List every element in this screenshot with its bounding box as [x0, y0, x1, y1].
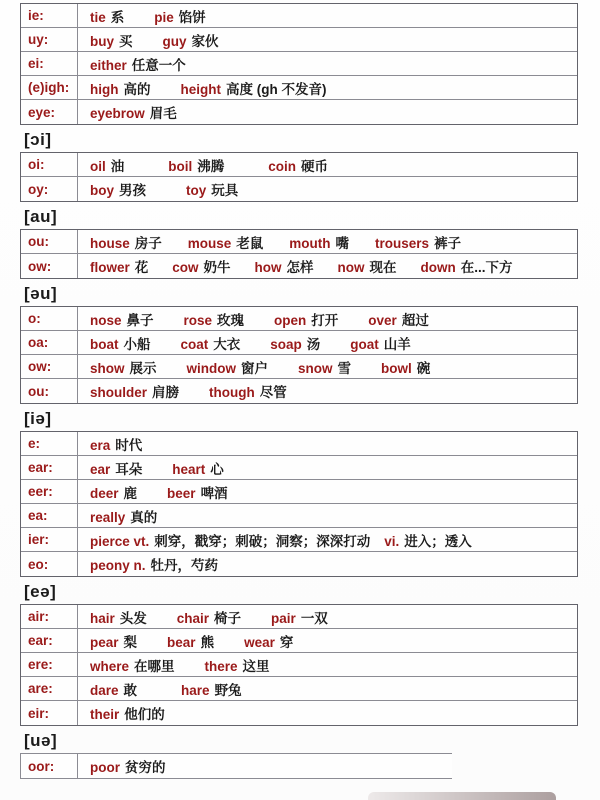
table-row	[21, 379, 577, 403]
phoneme-table-1	[20, 152, 578, 202]
table-row	[21, 754, 452, 778]
english-word: boil	[168, 158, 193, 174]
table-row	[21, 528, 577, 552]
table-row	[21, 254, 577, 278]
pattern-label: ei:	[21, 52, 78, 75]
table-row	[21, 653, 577, 677]
chinese-translation: 雪	[337, 360, 352, 376]
pattern-label: eer:	[21, 480, 78, 503]
table-row	[21, 552, 577, 576]
chinese-translation: 大衣	[213, 336, 241, 352]
examples-cell	[78, 4, 577, 27]
pattern-label: oa:	[21, 331, 78, 354]
pattern-label: ou:	[21, 379, 78, 403]
pattern-label: (e)igh:	[21, 76, 78, 99]
word-pair	[90, 607, 147, 627]
table-row	[21, 456, 577, 480]
chinese-translation: 高度 (gh 不发音)	[226, 81, 327, 97]
word-pair	[188, 232, 264, 252]
word-pair	[90, 506, 157, 526]
english-word: oil	[90, 158, 106, 174]
english-word: boy	[90, 183, 115, 198]
word-pair	[244, 631, 293, 651]
word-pair	[421, 256, 513, 276]
word-pair	[90, 256, 148, 276]
word-pair	[338, 256, 397, 276]
word-pair	[274, 309, 338, 329]
pattern-label: oi:	[21, 153, 78, 176]
english-word: over	[368, 312, 397, 328]
chinese-translation: 刺穿，戳穿；刺破；洞察；深深打动	[154, 533, 371, 549]
chinese-translation: 硬币	[301, 158, 329, 174]
english-word: nose	[90, 312, 122, 328]
examples-cell	[78, 629, 577, 652]
section-heading-2: [au]	[24, 207, 58, 226]
table-row	[21, 677, 577, 701]
english-word: wear	[244, 634, 275, 650]
pattern-label: ere:	[21, 653, 78, 676]
chinese-translation: 头发	[119, 610, 147, 626]
chinese-translation: 打开	[311, 312, 339, 328]
word-pair	[209, 381, 287, 401]
word-pair	[368, 309, 429, 329]
word-pair	[187, 357, 269, 377]
table-row	[21, 432, 577, 456]
word-pair	[181, 333, 241, 353]
chinese-translation: 嘴	[335, 235, 350, 251]
chinese-translation: 肩膀	[152, 385, 180, 400]
table-row	[21, 629, 577, 653]
english-word: buy	[90, 33, 115, 49]
chinese-translation: 小船	[123, 336, 151, 352]
english-word: tie	[90, 9, 106, 25]
word-pair	[163, 30, 219, 50]
chinese-translation: 尽管	[259, 385, 287, 400]
english-word: poor	[90, 760, 120, 775]
english-word: shoulder	[90, 385, 148, 400]
english-word: window	[186, 360, 237, 376]
word-pair	[90, 703, 165, 723]
chinese-translation: 花	[134, 260, 149, 275]
english-word: eyebrow	[90, 106, 145, 121]
english-word: guy	[162, 33, 187, 49]
chinese-translation: 系	[110, 9, 125, 25]
word-pair	[154, 6, 206, 26]
examples-cell	[78, 677, 577, 700]
chinese-translation: 这里	[242, 658, 270, 674]
phoneme-table-3	[20, 306, 578, 404]
word-pair	[90, 655, 175, 675]
english-word: beer	[167, 485, 196, 501]
word-pair	[271, 607, 328, 627]
word-pair	[90, 679, 137, 699]
examples-cell	[78, 379, 577, 403]
english-word: hair	[90, 610, 115, 626]
examples-cell	[78, 307, 577, 330]
english-word: there	[204, 658, 238, 674]
word-pair	[205, 655, 270, 675]
english-word: toy	[186, 183, 207, 198]
word-pair	[168, 155, 224, 175]
pattern-label: e:	[21, 432, 78, 455]
chinese-translation: 山羊	[383, 336, 411, 352]
english-word: though	[209, 385, 255, 400]
chinese-translation: 高的	[123, 81, 151, 97]
chinese-translation: 眉毛	[149, 106, 177, 121]
chinese-translation: 超过	[401, 312, 429, 328]
english-word: down	[420, 260, 456, 275]
word-pair	[90, 232, 162, 252]
word-pair	[90, 530, 370, 550]
english-word: really	[90, 509, 126, 525]
word-pair	[350, 333, 411, 353]
pattern-label: ie:	[21, 4, 78, 27]
english-word: coat	[180, 336, 209, 352]
word-pair	[181, 78, 327, 98]
chinese-translation: 展示	[129, 360, 157, 376]
word-pair	[172, 458, 224, 478]
chinese-translation: 鹿	[123, 485, 138, 501]
chinese-translation: 啤酒	[200, 485, 228, 501]
word-pair	[90, 434, 142, 454]
english-word: dare	[90, 682, 119, 698]
chinese-translation: 真的	[130, 509, 158, 525]
chinese-translation: 老鼠	[236, 235, 264, 251]
examples-cell	[78, 552, 577, 576]
english-word: house	[90, 235, 130, 251]
examples-cell	[78, 230, 577, 253]
examples-cell	[78, 177, 577, 201]
english-word: pie	[154, 9, 174, 25]
pattern-label: air:	[21, 605, 78, 628]
english-word: bear	[167, 634, 196, 650]
english-word: vi.	[384, 533, 400, 549]
english-word: pear	[90, 634, 119, 650]
chinese-translation: 馅饼	[178, 9, 206, 25]
word-pair	[181, 679, 242, 699]
table-row	[21, 307, 577, 331]
chinese-translation: 梨	[123, 634, 138, 650]
english-word: height	[180, 81, 221, 97]
pattern-label: are:	[21, 677, 78, 700]
section-heading-6: [uə]	[24, 731, 58, 750]
word-pair	[184, 309, 245, 329]
word-pair	[177, 607, 241, 627]
word-pair	[255, 256, 314, 276]
english-word: goat	[350, 336, 379, 352]
examples-cell	[78, 456, 577, 479]
english-word: boat	[90, 336, 119, 352]
english-word: cow	[172, 260, 199, 275]
word-pair	[381, 357, 430, 377]
chinese-translation: 牡丹，芍药	[150, 558, 219, 573]
phoneme-table-4	[20, 431, 578, 577]
section-heading-3: [əu]	[24, 284, 58, 303]
word-pair	[167, 631, 214, 651]
english-word: where	[90, 658, 130, 674]
word-pair	[167, 482, 228, 502]
english-word: ear	[90, 461, 111, 477]
examples-cell	[78, 528, 577, 551]
examples-cell	[78, 28, 577, 51]
english-word: pierce vt.	[90, 533, 150, 549]
pattern-label: eye:	[21, 100, 78, 124]
chinese-translation: 穿	[279, 634, 294, 650]
examples-cell	[78, 100, 577, 124]
word-pair	[90, 179, 146, 199]
english-word: mouth	[289, 235, 331, 251]
table-row	[21, 4, 577, 28]
word-pair	[90, 554, 218, 574]
english-word: snow	[298, 360, 333, 376]
chinese-translation: 一双	[300, 610, 328, 626]
word-pair	[90, 756, 166, 776]
chinese-translation: 敢	[123, 682, 138, 698]
word-pair	[90, 458, 142, 478]
english-word: show	[90, 360, 125, 376]
word-pair	[90, 102, 177, 122]
table-row	[21, 701, 577, 725]
english-word: coin	[268, 158, 297, 174]
chinese-translation: 鼻子	[126, 312, 154, 328]
chinese-translation: 时代	[115, 437, 143, 453]
bottom-right-smudge	[368, 792, 556, 800]
chinese-translation: 奶牛	[203, 260, 231, 275]
english-word: high	[90, 81, 119, 97]
word-pair	[90, 631, 137, 651]
english-word: era	[90, 437, 111, 453]
phoneme-table-2	[20, 229, 578, 279]
word-pair	[298, 357, 351, 377]
word-pair	[90, 309, 154, 329]
pattern-label: ou:	[21, 230, 78, 253]
chinese-translation: 椅子	[214, 610, 242, 626]
chinese-translation: 耳朵	[115, 461, 143, 477]
word-pair	[90, 333, 151, 353]
pattern-label: oor:	[21, 754, 78, 778]
examples-cell	[78, 355, 577, 378]
pattern-label: ow:	[21, 254, 78, 278]
chinese-translation: 汤	[306, 336, 321, 352]
examples-cell	[78, 331, 577, 354]
word-pair	[186, 179, 238, 199]
chinese-translation: 买	[119, 33, 133, 49]
english-word: pair	[271, 610, 296, 626]
chinese-translation: 熊	[200, 634, 215, 650]
english-word: how	[254, 260, 282, 275]
word-pair	[90, 381, 179, 401]
english-word: deer	[90, 485, 119, 501]
chinese-translation: 现在	[369, 260, 397, 275]
word-pair	[384, 530, 472, 550]
phoneme-table-5	[20, 604, 578, 726]
table-row	[21, 100, 577, 124]
table-row	[21, 504, 577, 528]
examples-cell	[78, 701, 577, 725]
chinese-translation: 在哪里	[134, 658, 175, 674]
table-row	[21, 52, 577, 76]
english-word: now	[337, 260, 365, 275]
table-row	[21, 355, 577, 379]
english-word: trousers	[375, 235, 430, 251]
word-pair	[90, 54, 186, 74]
section-heading-1: [ɔi]	[24, 130, 52, 149]
table-row	[21, 177, 577, 201]
chinese-translation: 窗户	[241, 360, 269, 376]
english-word: flower	[90, 260, 130, 275]
phoneme-table-0	[20, 3, 578, 125]
pattern-label: ea:	[21, 504, 78, 527]
chinese-translation: 野兔	[214, 682, 242, 698]
chinese-translation: 油	[110, 158, 125, 174]
table-row	[21, 331, 577, 355]
word-pair	[90, 30, 133, 50]
word-pair	[270, 333, 320, 353]
word-pair	[375, 232, 461, 252]
examples-cell	[78, 254, 577, 278]
table-row	[21, 480, 577, 504]
pattern-label: eir:	[21, 701, 78, 725]
english-word: open	[274, 312, 307, 328]
word-pair	[90, 357, 157, 377]
examples-cell	[78, 52, 577, 75]
chinese-translation: 沸腾	[197, 158, 225, 174]
table-row	[21, 28, 577, 52]
word-pair	[90, 78, 151, 98]
chinese-translation: 怎样	[286, 260, 314, 275]
chinese-translation: 贫穷的	[125, 760, 166, 775]
english-word: soap	[270, 336, 302, 352]
english-word: chair	[176, 610, 210, 626]
pattern-label: eo:	[21, 552, 78, 576]
examples-cell	[78, 504, 577, 527]
examples-cell	[78, 432, 577, 455]
chinese-translation: 他们的	[124, 707, 165, 722]
pattern-label: ier:	[21, 528, 78, 551]
english-word: heart	[172, 461, 206, 477]
table-row	[21, 230, 577, 254]
chinese-translation: 玩具	[211, 183, 239, 198]
word-pair	[289, 232, 349, 252]
chinese-translation: 在...下方	[460, 260, 513, 275]
pattern-label: ear:	[21, 629, 78, 652]
word-pair	[268, 155, 328, 175]
word-pair	[90, 155, 124, 175]
pattern-label: oy:	[21, 177, 78, 201]
examples-cell	[78, 605, 577, 628]
english-word: rose	[183, 312, 213, 328]
chinese-translation: 男孩	[119, 183, 147, 198]
phoneme-table-6	[20, 753, 452, 779]
section-heading-5: [eə]	[24, 582, 57, 601]
chinese-translation: 进入；透入	[404, 533, 472, 549]
chinese-translation: 碗	[416, 360, 431, 376]
english-word: peony n.	[90, 558, 146, 573]
examples-cell	[78, 754, 452, 778]
pattern-label: uy:	[21, 28, 78, 51]
examples-cell	[78, 480, 577, 503]
pattern-label: o:	[21, 307, 78, 330]
table-row	[21, 605, 577, 629]
word-pair	[172, 256, 230, 276]
pattern-label: ear:	[21, 456, 78, 479]
examples-cell	[78, 153, 577, 176]
english-word: hare	[181, 682, 210, 698]
chinese-translation: 家伙	[191, 33, 219, 49]
chinese-translation: 房子	[134, 235, 162, 251]
english-word: mouse	[187, 235, 232, 251]
chinese-translation: 裤子	[434, 235, 462, 251]
word-pair	[90, 6, 124, 26]
word-pair	[90, 482, 137, 502]
chinese-translation: 心	[210, 461, 224, 477]
english-word: bowl	[381, 360, 412, 376]
examples-cell	[78, 653, 577, 676]
pattern-label: ow:	[21, 355, 78, 378]
sections-root	[20, 3, 578, 779]
english-word: their	[90, 707, 120, 722]
chinese-translation: 任意一个	[131, 57, 186, 73]
chinese-translation: 玫瑰	[217, 312, 245, 328]
examples-cell	[78, 76, 577, 99]
section-heading-4: [iə]	[24, 409, 52, 428]
table-row	[21, 153, 577, 177]
english-word: either	[90, 57, 127, 73]
table-row	[21, 76, 577, 100]
